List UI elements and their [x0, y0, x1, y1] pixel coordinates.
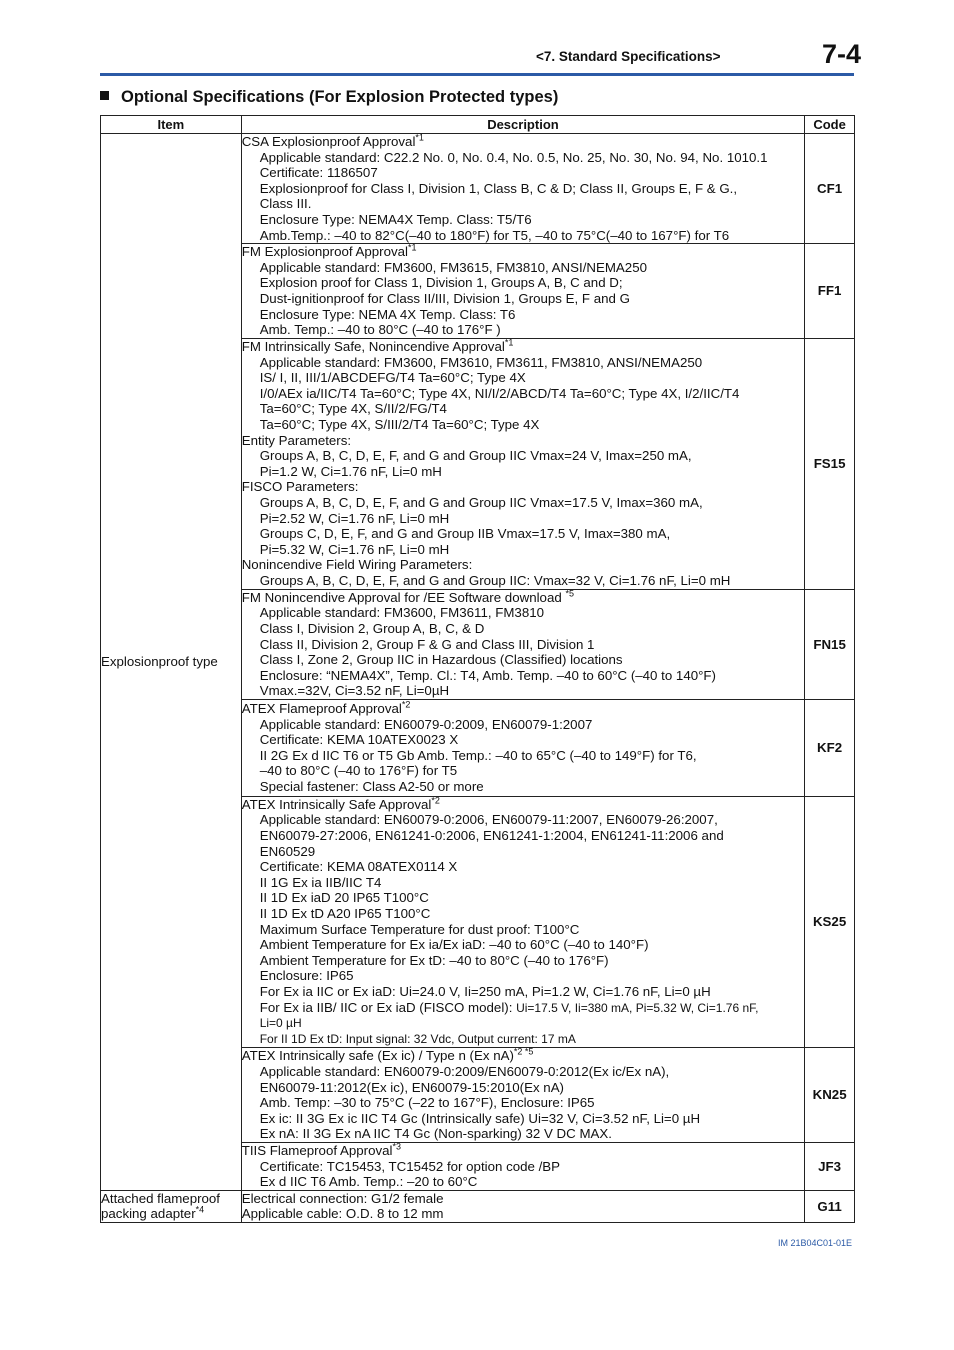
spec-line: Applicable cable: O.D. 8 to 12 mm	[241, 1206, 444, 1222]
spec-line: Applicable standard: FM3600, FM3615, FM3810, ANSI/NEMA250	[259, 259, 647, 275]
spec-line: Ex d IIC T6 Amb. Temp.: –20 to 60°C	[259, 1174, 478, 1190]
item-flameproof-adapter	[101, 1190, 242, 1222]
running-header-section: <7. Standard Specifications>	[536, 49, 721, 64]
spec-line: Pi=1.2 W, Ci=1.76 nF, Li=0 mH	[259, 463, 442, 479]
spec-line: Certificate: TC15453, TC15452 for option code /BP	[259, 1158, 561, 1174]
approval-title: TIIS Flameproof Approval$^{*3}$	[241, 1141, 401, 1158]
spec-line: IS/ I, II, III/1/ABCDEFG/T4 Ta=60°C; Type 4X	[259, 370, 526, 386]
spec-line: Class II, Division 2, Group F & G and Class III, Division 1	[259, 636, 595, 652]
option-code: G11	[805, 1190, 855, 1222]
optional-spec-table	[100, 115, 855, 1223]
spec-line: Ex nA: II 3G Ex nA IIC T4 Gc (Non-sparking) 32 V DC MAX.	[259, 1126, 612, 1142]
table-row	[101, 134, 855, 244]
spec-line: EN60079-27:2006, EN61241-0:2006, EN61241-1:2004, EN61241-11:2006 and	[259, 828, 724, 844]
spec-line: Enclosure: “NEMA4X”, Temp. Cl.: T4, Amb. Temp. –40 to 60°C (–40 to 140°F)	[259, 667, 716, 683]
option-code: JF3	[805, 1142, 855, 1190]
spec-line: Groups C, D, E, F, and G and Group IIB Vmax=17.5 V, Imax=380 mA,	[259, 526, 671, 542]
approval-title: ATEX Intrinsically Safe Approval$^{*2}$	[241, 795, 440, 812]
spec-line: Applicable standard: FM3600, FM3611, FM3810	[259, 605, 545, 621]
approval-title: FM Intrinsically Safe, Nonincendive Approval$^{*1}$	[241, 337, 514, 354]
spec-line: Applicable standard: EN60079-0:2009/EN60079-0:2012(Ex ic/Ex nA),	[259, 1063, 670, 1079]
spec-line: Class I, Division 2, Group A, B, C, & D	[259, 620, 485, 636]
spec-line: Enclosure Type: NEMA4X Temp. Class: T5/T6	[259, 211, 532, 227]
spec-line: EN60079-11:2012(Ex ic), EN60079-15:2010(Ex nA)	[259, 1079, 564, 1095]
spec-line: For II 1D Ex tD: Input signal: 32 Vdc, Output current: 17 mA	[259, 1031, 576, 1046]
spec-line: Applicable standard: C22.2 No. 0, No. 0.4, No. 0.5, No. 25, No. 30, No. 94, No. 1010.1	[259, 149, 768, 165]
option-code: FS15	[805, 338, 855, 589]
option-code: CF1	[805, 134, 855, 244]
spec-line: Special fastener: Class A2-50 or more	[259, 779, 484, 795]
column-header-item: Item	[101, 116, 242, 134]
spec-line: Ambient Temperature for Ex ia/Ex iaD: –40 to 60°C (–40 to 140°F)	[259, 937, 649, 953]
spec-line: Ambient Temperature for Ex tD: –40 to 80°C (–40 to 176°F)	[259, 952, 609, 968]
approval-title: FM Nonincendive Approval for /EE Software download $^{*5}$	[241, 588, 574, 605]
spec-line: Class III.	[259, 196, 312, 212]
page-number: 7-4	[822, 39, 862, 69]
spec-line: Pi=5.32 W, Ci=1.76 nF, Li=0 mH	[259, 541, 450, 557]
spec-line: Amb.Temp.: –40 to 82°C(–40 to 180°F) for T5, –40 to 75°C(–40 to 167°F) for T6	[259, 227, 730, 243]
spec-line: Ta=60°C; Type 4X, S/II/2/FG/T4	[259, 401, 447, 417]
spec-line: Amb. Temp: –30 to 75°C (–22 to 167°F), Enclosure: IP65	[259, 1095, 595, 1111]
approval-title: FM Explosionproof Approval$^{*1}$	[241, 242, 417, 260]
spec-line: Enclosure Type: NEMA 4X Temp. Class: T6	[259, 306, 516, 322]
section-title	[100, 88, 558, 107]
spec-line: Dust-ignitionproof for Class II/III, Division 1, Groups E, F and G	[259, 290, 630, 306]
entity-parameters-heading: Entity Parameters:	[241, 432, 352, 448]
spec-line: EN60529	[259, 843, 316, 859]
item-label-line: Attached flameproof	[101, 1190, 221, 1206]
description-cell	[241, 589, 804, 699]
spec-line: II 1D Ex tD A20 IP65 T100°C	[259, 906, 431, 922]
spec-line: Applicable standard: EN60079-0:2009, EN60079-1:2007	[259, 716, 593, 732]
description-cell	[241, 134, 804, 244]
spec-line: II 2G Ex d IIC T6 or T5 Gb Amb. Temp.: –40 to 65°C (–40 to 149°F) for T6,	[259, 747, 697, 763]
spec-line: Groups A, B, C, D, E, F, and G and Group IIC: Vmax=32 V, Ci=1.76 nF, Li=0 mH	[259, 572, 731, 588]
spec-line: Applicable standard: EN60079-0:2006, EN60079-11:2007, EN60079-26:2007,	[259, 812, 718, 828]
spec-line: II 1G Ex ia IIB/IIC T4	[259, 874, 382, 890]
nonincendive-heading: Nonincendive Field Wiring Parameters:	[241, 557, 473, 573]
description-cell	[241, 244, 804, 339]
spec-line: Groups A, B, C, D, E, F, and G and Group IIC Vmax=17.5 V, Imax=360 mA,	[259, 494, 703, 510]
spec-line: Electrical connection: G1/2 female	[241, 1190, 444, 1206]
spec-line: Li=0 µH	[259, 1016, 302, 1031]
section-title-text: Optional Specifications (For Explosion Protected types)	[121, 88, 559, 106]
spec-line: II 1D Ex iaD 20 IP65 T100°C	[259, 890, 429, 906]
spec-line: Applicable standard: FM3600, FM3610, FM3611, FM3810, ANSI/NEMA250	[259, 354, 703, 370]
spec-line: Pi=2.52 W, Ci=1.76 nF, Li=0 mH	[259, 510, 450, 526]
header-divider	[100, 73, 854, 76]
spec-line: Explosion proof for Class 1, Division 1, Groups A, B, C and D;	[259, 275, 623, 291]
spec-line: For Ex ia IIC or Ex iaD: Ui=24.0 V, Ii=250 mA, Pi=1.2 W, Ci=1.76 nF, Li=0 µH	[259, 984, 711, 999]
option-code: KS25	[805, 796, 855, 1048]
item-label-line: packing adapter$^{*4}$	[101, 1204, 205, 1222]
spec-line: Enclosure: IP65	[259, 968, 354, 984]
option-code: KN25	[805, 1048, 855, 1143]
spec-line: Certificate: KEMA 10ATEX0023 X	[259, 732, 459, 748]
description-cell	[241, 338, 804, 589]
spec-line: Groups A, B, C, D, E, F, and G and Group IIC Vmax=24 V, Imax=250 mA,	[259, 448, 692, 464]
approval-title: ATEX Intrinsically safe (Ex ic) / Type n (Ex nA)$^{*2 *5}$	[241, 1046, 534, 1064]
spec-line: Certificate: KEMA 08ATEX0114 X	[259, 859, 458, 875]
description-cell	[241, 1048, 804, 1143]
spec-line: Vmax.=32V, Ci=3.52 nF, Li=0µH	[259, 683, 450, 699]
column-header-description: Description	[241, 116, 804, 134]
spec-line: Amb. Temp.: –40 to 80°C (–40 to 176°F )	[259, 322, 501, 338]
table-header-row	[101, 116, 855, 134]
spec-line: Maximum Surface Temperature for dust proof: T100°C	[259, 921, 580, 937]
column-header-code: Code	[805, 116, 855, 134]
spec-line: Explosionproof for Class I, Division 1, Class B, C & D; Class II, Groups E, F & G.,	[259, 180, 738, 196]
spec-line: –40 to 80°C (–40 to 176°F) for T5	[259, 763, 458, 779]
table-row	[101, 1190, 855, 1222]
spec-line: I/0/AEx ia/IIC/T4 Ta=60°C; Type 4X, NI/I/2/ABCD/T4 Ta=60°C; Type 4X, I/2/IIC/T4	[259, 385, 740, 401]
item-explosionproof-type: Explosionproof type	[101, 134, 242, 1191]
description-cell	[241, 699, 804, 796]
option-code: KF2	[805, 699, 855, 796]
spec-line: Class I, Zone 2, Group IIC in Hazardous (Classified) locations	[259, 652, 623, 668]
description-cell	[241, 1190, 804, 1222]
option-code: FF1	[805, 244, 855, 339]
description-cell	[241, 1142, 804, 1190]
option-code: FN15	[805, 589, 855, 699]
spec-line: Ex ic: II 3G Ex ic IIC T4 Gc (Intrinsically safe) Ui=32 V, Ci=3.52 nF, Li=0 µH	[259, 1110, 701, 1126]
approval-title: ATEX Flameproof Approval$^{*2}$	[241, 699, 411, 717]
spec-line: Certificate: 1186507	[259, 165, 378, 181]
approval-title: CSA Explosionproof Approval$^{*1}$	[241, 132, 424, 149]
black-square-icon	[100, 91, 109, 100]
spec-line: Ta=60°C; Type 4X, S/III/2/T4 Ta=60°C; Type 4X	[259, 416, 540, 432]
description-cell	[241, 796, 804, 1048]
spec-line: For Ex ia IIB/ IIC or Ex iaD (FISCO model): Ui=17.5 V, Ii=380 mA, Pi=5.32 W, Ci=1.76 nF,	[259, 999, 759, 1015]
fisco-parameters-heading: FISCO Parameters:	[241, 479, 359, 495]
document-id: IM 21B04C01-01E	[778, 1238, 853, 1248]
